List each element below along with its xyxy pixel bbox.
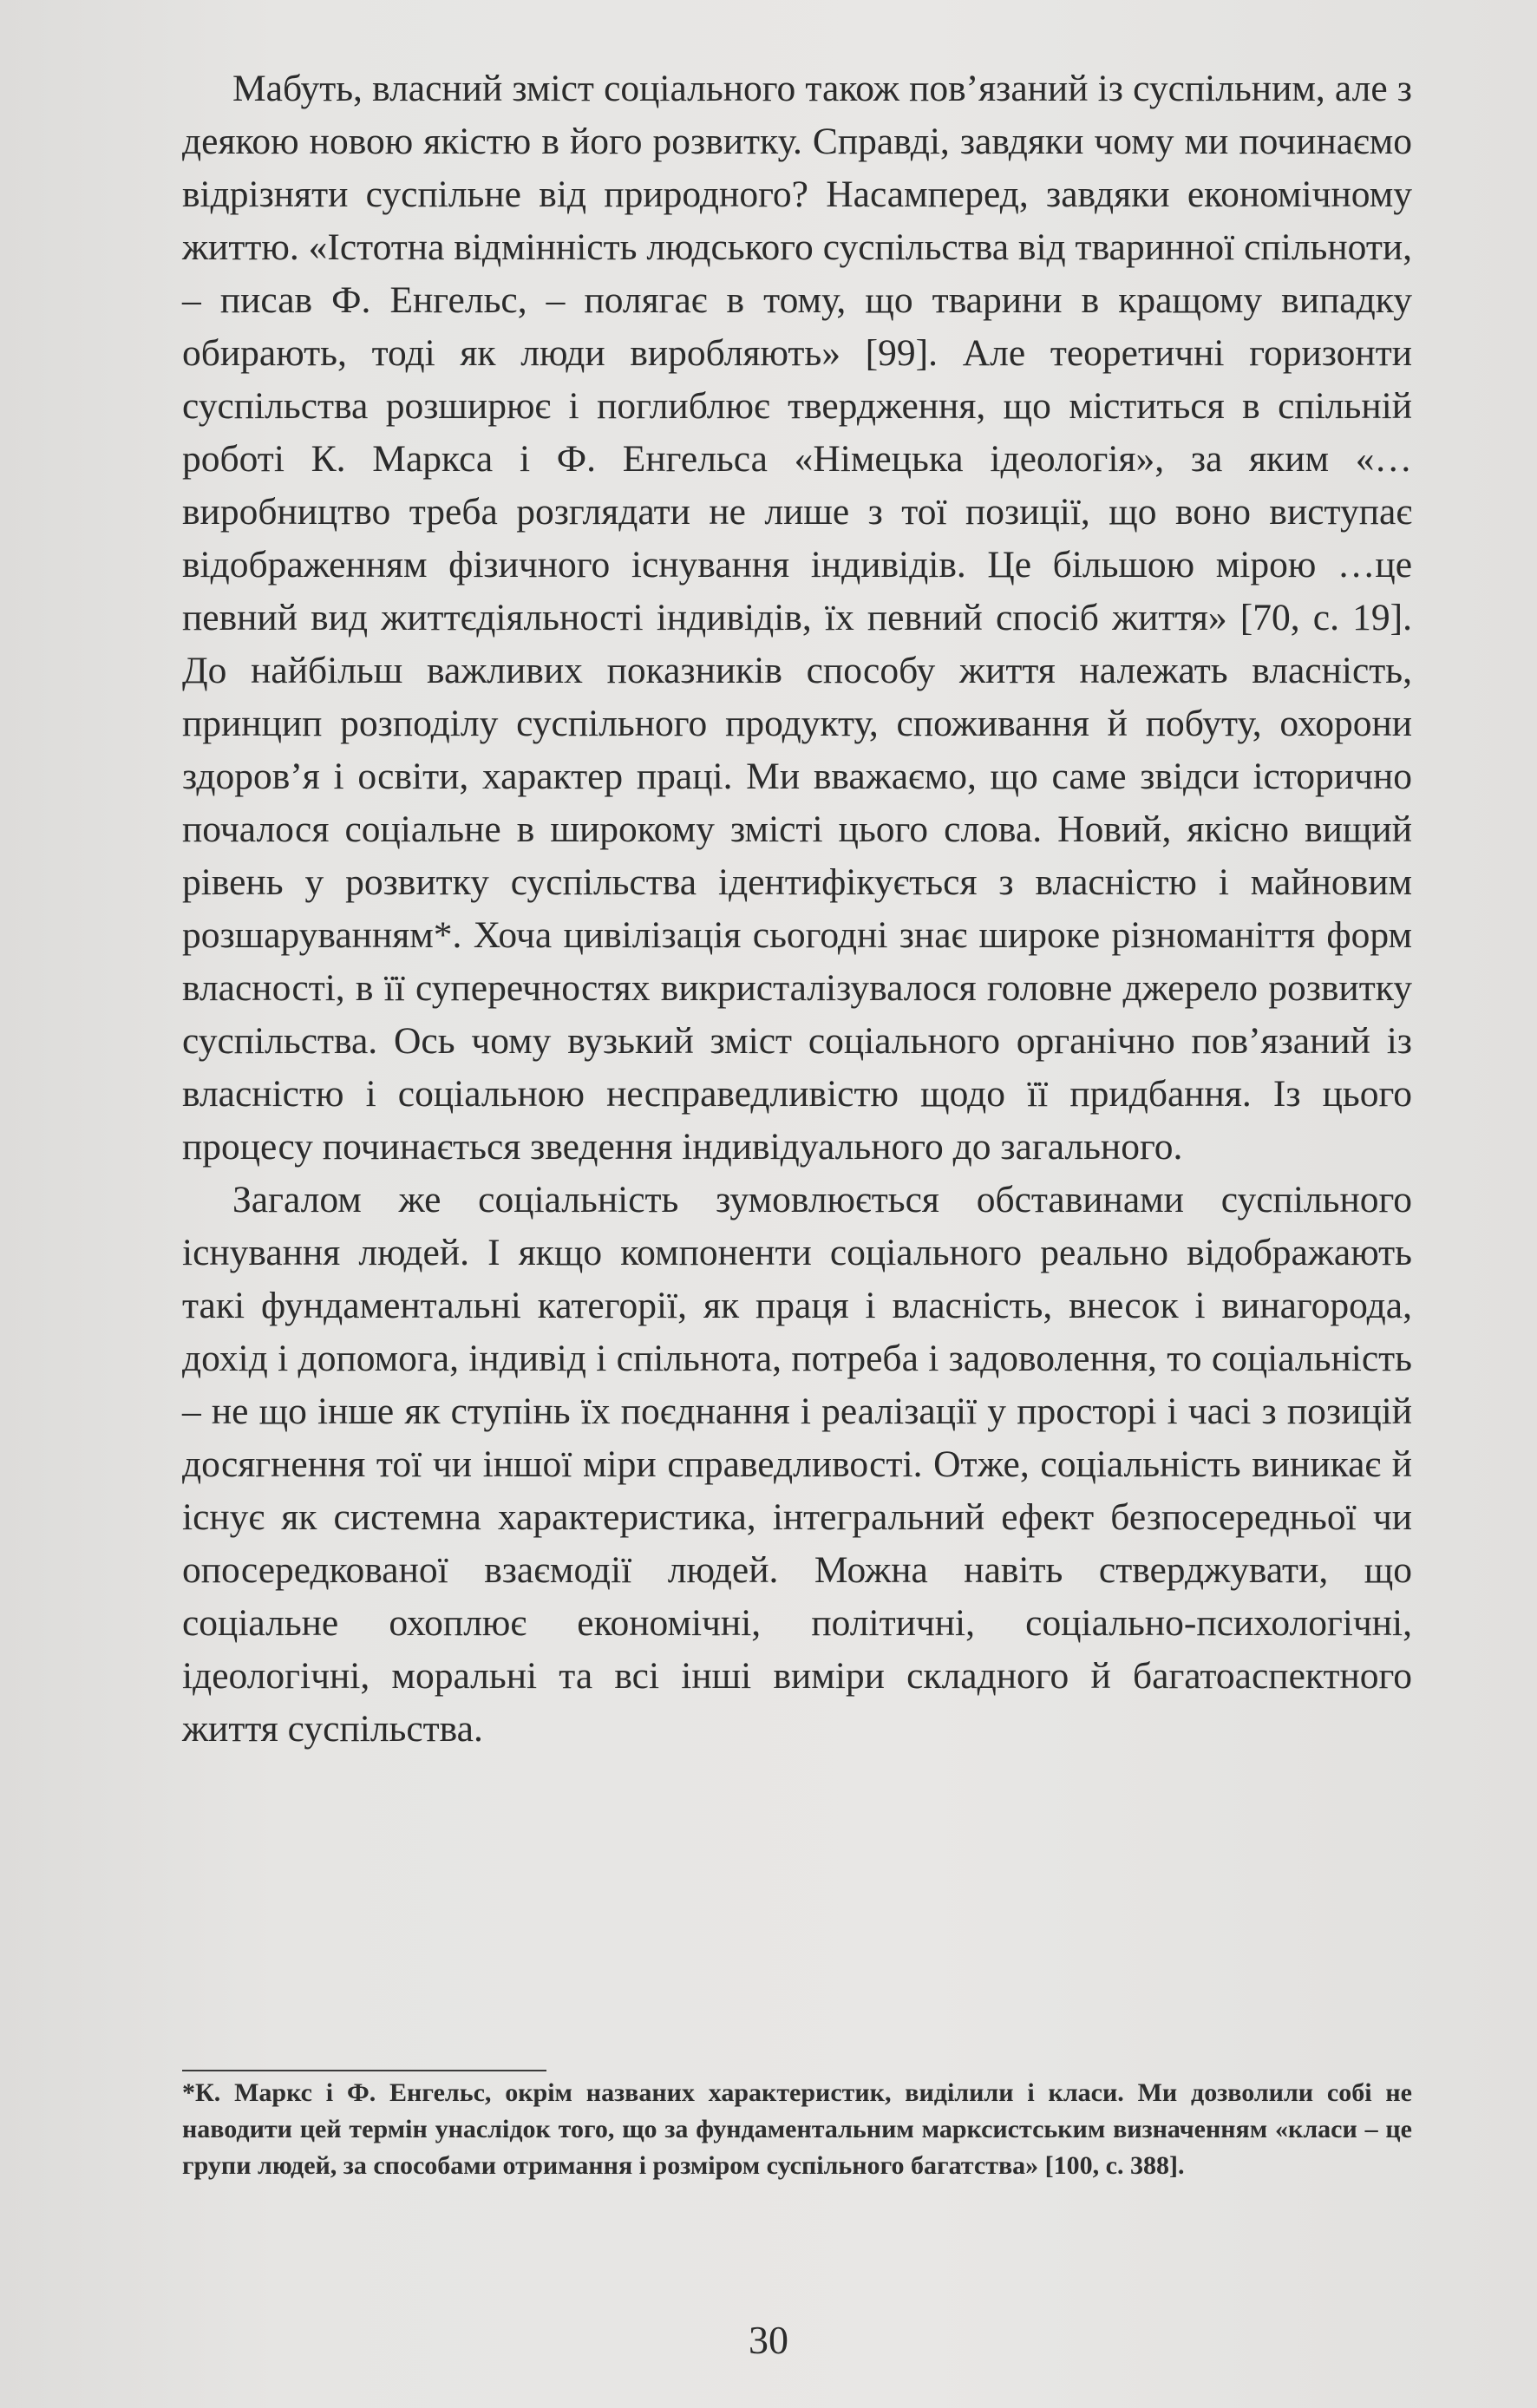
main-text (182, 62, 1412, 1756)
page-number: 30 (749, 2318, 788, 2362)
paragraph-2: Загалом же соціальність зумовлюється обставинами суспільного існування людей. І якщо компоненти соціального реально відображають такі фундаментальні категорії, як праця і власність, внесок і винагорода, дохід і допомога, індивід і спільнота, потреба і задоволення, то соціальність – не що інше як ступінь їх поєднання і реалізації у просторі і часі з позицій досягнення тої чи іншої міри справедливості. Отже, соціальність виникає й існує як системна характеристика, інтегральний ефект безпосередньої чи опосередкованої взаємодії людей. Можна навіть стверджувати, що соціальне охоплює економічні, політичні, соціально-психологічні, ідеологічні, моральні та всі інші виміри складного й багатоаспектного життя суспільства. (182, 1179, 1412, 1750)
footnote: *К. Маркс і Ф. Енгельс, окрім названих характеристик, виділили і класи. Ми дозволили собі не наводити цей термін унаслідок того, що за фундаментальним марксистським визначенням «класи – це групи людей, за способами отримання і розміром суспільного багатства» [100, с. 388]. (182, 2078, 1412, 2180)
footnote-divider (182, 2070, 546, 2071)
paragraph-1: Мабуть, власний зміст соціального також пов’язаний із суспільним, але з деякою новою якістю в його розвитку. Справді, завдяки чому ми починаємо відрізняти суспільне від природного? Насамперед, завдяки економічному життю. «Істотна відмінність людського суспільства від тваринної спільноти, – писав Ф. Енгельс, – полягає в тому, що тварини в кращому випадку обирають, тоді як люди виробляють» [99]. Але теоретичні горизонти суспільства розширює і поглиблює твердження, що міститься в спільній роботі К. Маркса і Ф. Енгельса «Німецька ідеологія», за яким «…виробництво треба розглядати не лише з тої позиції, що воно виступає відображенням фізичного існування індивідів. Це більшою мірою …це певний вид життєдіяльності індивідів, їх певний спосіб життя» [70, с. 19]. До найбільш важливих показників способу життя належать власність, принцип розподілу суспільного продукту, споживання й побуту, охорони здоров’я і освіти, характер праці. Ми вважаємо, що саме звідси історично почалося соціальне в широкому змісті цього слова. Новий, якісно вищий рівень у розвитку суспільства ідентифікується з власністю і майновим розшаруванням*. Хоча цивілізація сьогодні знає широке різноманіття форм власності, в її суперечностях викристалізувалося головне джерело розвитку суспільства. Ось чому вузький зміст соціального органічно пов’язаний із власністю і соціальною несправедливістю щодо її придбання. Із цього процесу починається зведення індивідуального до загального. (182, 68, 1412, 1168)
